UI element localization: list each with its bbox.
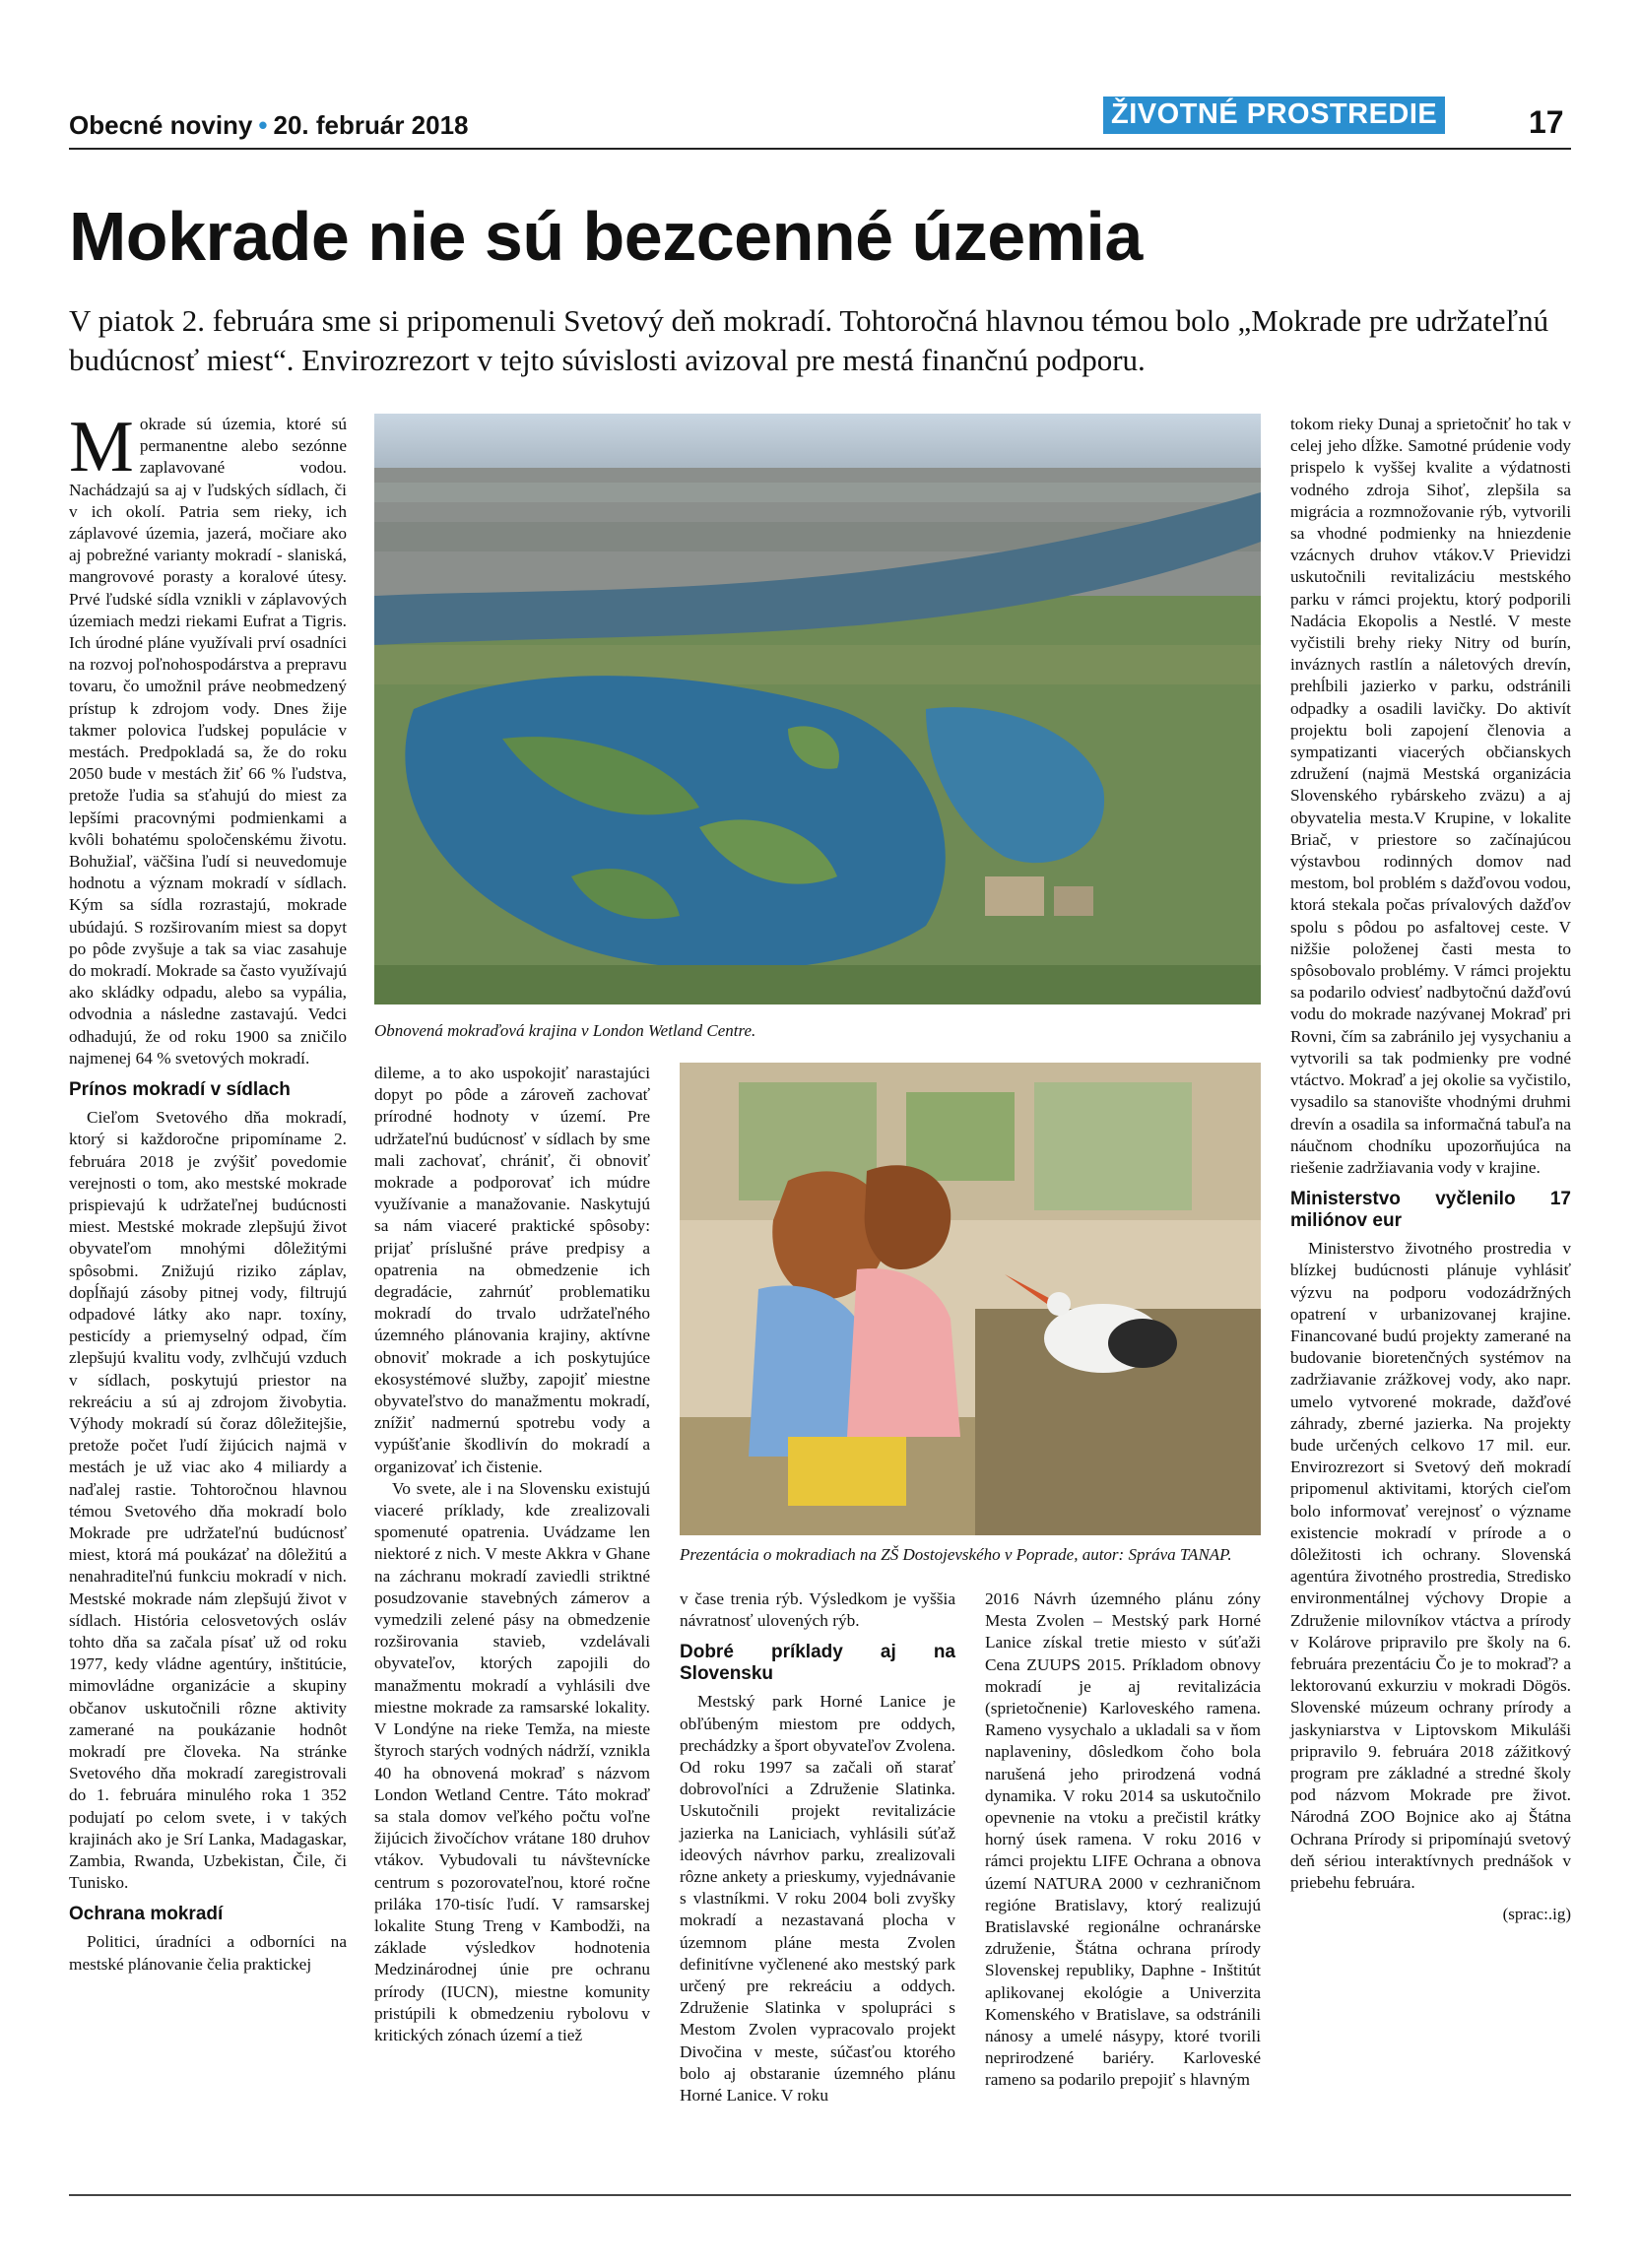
article-title: Mokrade nie sú bezcenné územia	[69, 198, 1143, 275]
footer-divider	[69, 2194, 1571, 2196]
column-4	[985, 1588, 1261, 2092]
publication-name: Obecné noviny	[69, 110, 253, 140]
photo-school-presentation	[680, 1063, 1261, 1535]
article-lead: V piatok 2. februára sme si pripomenuli Svetový deň mokradí. Tohtoročná hlavnou témou bolo „Mokrade pre udržateľnú budúcnosť miest“. Envirozrezort v tejto súvislosti avizoval pre mestá finančnú podporu.	[69, 303, 1549, 377]
separator-dot-icon: •	[258, 110, 268, 140]
paragraph-benefits: Cieľom Svetového dňa mokradí, ktorý si každoročne pripomíname 2. februára 2018 je zvýšiť povedomie verejnosti o tom, ako mestské mokrade prispievajú k udržateľnej budúcnosti miest. Mestské mokrade zlepšujú život obyvateľom mnohými dôležitými spôsobmi. Znižujú riziko záplav, dopĺňajú zásoby pitnej vody, filtrujú odpadové látky ako napr. toxíny, pesticídy a priemyselný odpad, čím zlepšujú kvalitu vody, zvlhčujú vzduch v sídlach, poskytujú priestor na rekreáciu a sú aj zdrojom živobytia. Výhody mokradí sú čoraz dôležitejšie, pretože počet ľudí žijúcich najmä v mestách je už viac ako 4 miliardy a naďalej rastie. Tohtoročnou hlavnou témou Svetového dňa mokradí bolo Mokrade pre udržateľnú budúcnosť miest, ktorá má poukázať na dôležitú a nenahraditeľnú funkciu mokradí v nich. Mestské mokrade nám zlepšujú život v sídlach. História celosvetových osláv tohto dňa sa začala písať už od roku 1977, kedy vládne agentúry, inštitúcie, mimovládne organizácie a skupiny občanov uskutočnili rôzne aktivity zamerané na poukázanie hodnôt mokradí pre človeka. Na stránke Svetového dňa mokradí zaregistrovali do 1. februára minulého roka 1 352 podujatí po celom svete, i v takých krajinách ako je Srí Lanka, Madagaskar, Zambia, Rwanda, Uzbekistan, Čile, či Tunisko.	[69, 1108, 347, 1893]
aerial-wetland-image	[374, 414, 1261, 1004]
intro-text: okrade sú územia, ktoré sú permanentne alebo sezónne zaplavované vodou. Nachádzajú sa aj v ľudských sídlach, či v ich okolí. Patria sem rieky, ich záplavové územia, jazerá, močiare ako aj pobrežné varianty mokradí - slaniská, mangrovové porasty a koralové útesy. Prvé ľudské sídla vznikli v záplavových územiach medzi riekami Eufrat a Tigris. Ich úrodné pláne využívali prví osadníci na rozvoj poľnohospodárstva a prepravu tovaru, čo umožnil práve neobmedzený prístup k zdrojom vody. Dnes žije takmer polovica ľudskej populácie v mestách. Predpokladá sa, že do roku 2050 bude v mestách žiť 66 % ľudstva, pretože ľudia sa sťahujú do miest za lepšími pracovnými podmienkami a kvôli bohatému spoločenskému životu. Bohužiaľ, väčšina ľudí si neuvedomuje hodnotu a význam mokradí v sídlach. Kým sa sídla rozrastajú, mokrade ubúdajú. S rozširovaním miest sa dopyt po pôde zvyšuje a tak sa viac zasahuje do mokradí. Mokrade sa často využívajú ako skládky odpadu, alebo sa vypália, odvodnia a následne zastavajú. Vedci odhadujú, že od roku 1900 sa zničilo najmenej 64 % svetových mokradí.	[69, 415, 347, 1068]
photo2-caption: Prezentácia o mokradiach na ZŠ Dostojevského v Poprade, autor: Správa TANAP.	[680, 1545, 1232, 1564]
column-3	[680, 1588, 955, 2106]
column-5	[1290, 414, 1571, 1925]
section-tag: ŽIVOTNÉ PROSTREDIE	[1103, 97, 1445, 134]
paragraph-world-examples: Vo svete, ale i na Slovensku existujú viaceré príklady, kde zrealizovali spomenuté opatrenia. Uvádzame len niektoré z nich. V meste Akkra v Ghane na záchranu mokradí zaviedli striktné posudzovanie stavebných zámerov a vymedzili zelené pásy na obmedzenie rozširovania stavieb, vzdelávali obyvateľov, ktorých zapojili do manažmentu mokradí a vyhlásili dve miestne mokrade za ramsarské lokality. V Londýne na rieke Temža, na mieste štyroch starých vodných nádrží, vznikla 40 ha obnovená mokraď s názvom London Wetland Centre. Táto mokraď sa stala domov veľkého počtu voľne žijúcich živočíchov vrátane 180 druhov vtákov. Vybudovali tu návštevnícke centrum s pozorovateľnou, ktoré ročne priláka 170-tisíc ľudí. V ramsarskej lokalite Stung Treng v Kambodži, na základe výsledkov hodnotenia Medzinárodnej únie pre ochranu prírody (IUCN), miestne komunity pristúpili k obmedzeniu rybolovu v kritických zónach území a tiež	[374, 1478, 650, 2044]
paragraph-protection: Politici, úradníci a odborníci na mestské plánovanie čelia praktickej	[69, 1932, 347, 1974]
subhead-ministry: Ministerstvo vyčlenilo 17 miliónov eur	[1290, 1189, 1571, 1232]
paragraph-fish: v čase trenia rýb. Výsledkom je vyššia návratnosť ulovených rýb.	[680, 1589, 955, 1631]
paragraph-ministry: Ministerstvo životného prostredia v blízkej budúcnosti plánuje vyhlásiť výzvu na podporu vodozádržných opatrení v urbanizovanej krajine. Financované budú projekty zamerané na budovanie bioretenčných systémov na zadržiavanie zrážkovej vody, ako napr. umelo vytvorené mokrade, dažďové záhrady, zberné jazierka. Na projekty bude určených celkovo 17 mil. eur. Envirozrezort si Svetový deň mokradí pripomenul aktivitami, ktorých cieľom bolo informovať verejnosť o význame existencie mokradí v prírode a o dôležitosti ich ochrany. Slovenská agentúra životného prostredia, Stredisko environmentálnej výchovy Dropie a Združenie milovníkov vtáctva a prírody v Kolárove pripravilo pre školy na 6. februára prezentáciu Čo je to mokraď? a lektorovanú exkurziu v mokradi Dögös. Slovenské múzeum ochrany prírody a jaskyniarstva v Liptovskom Mikuláši pripravilo 9. februára 2018 zážitkový program pre základné a stredné školy pod názvom Mokrade pre život. Národná ZOO Bojnice ako aj Štátna Ochrana Prírody si pripomínajú svetový deň sériou interaktívnych prednášok v priebehu februára.	[1290, 1239, 1571, 1892]
masthead	[69, 110, 469, 141]
column-1	[69, 407, 347, 1976]
subhead-slovakia: Dobré príklady aj na Slovensku	[680, 1642, 955, 1685]
column-2	[374, 1063, 650, 2046]
paragraph-danube: tokom rieky Dunaj a sprietočniť ho tak v celej jeho dĺžke. Samotné prúdenie vody prispelo k vyššej kvalite a výdatnosti vodného zdroja Sihoť, zlepšila sa migrácia a rozmnožovanie rýb, vytvorili sa vhodné podmienky na hniezdenie vzácnych druhov vtákov.V Prievidzi uskutočnili revitalizáciu mestského parku v rámci projektu, ktorý podporili Nadácia Ekopolis a Nestlé. V meste vyčistili brehy rieky Nitry od burín, inváznych rastlín a náletových drevín, prehĺbili jazierko v parku, odstránili odpadky a osadili lavičky. Do aktivít projektu boli zapojení členovia a sympatizanti viacerých občianskych združení (najmä Mestská organizácia Slovenského rybárskeho zväzu) a aj obyvatelia mesta.V Krupine, v lokalite Briač, v priestore so začínajúcou výstavbou rodinných domov nad mestom, bol problém s dažďovou vodou, ktorá stekala počas prívalových dažďov spolu s pôdou po asfaltovej ceste. V nižšie položenej časti mesta to spôsobovalo problémy. V rámci projektu sa podarilo odviesť nadbytočnú dažďovú vodu do mokrade nazývanej Mokraď pri Rovni, čím sa zabránilo jej vysychaniu a vytvorili sa tak podmienky pre vodné vtáctvo. Mokraď a jej okolie sa vyčistilo, vysadilo sa stanovište vhodnými druhmi drevín a osadila sa informačná tabuľa na náučnom chodníku upozorňujúca na riešenie zadržiavania vody v krajine.	[1290, 415, 1571, 1177]
paragraph-karlova: 2016 Návrh územného plánu zóny Mesta Zvolen – Mestský park Horné Lanice získal tretie miesto v súťaži Cena ZUUPS 2015. Príkladom obnovy mokradí je aj revitalizácia (sprietočnenie) Karloveského ramena. Rameno vysychalo a ukladali sa v ňom naplaveniny, dôsledkom čoho bola narušená jeho prirodzená vodná dynamika. V roku 2014 sa uskutočnilo opevnenie na vtoku a prečistil krátky horný úsek ramena. V roku 2016 v rámci projektu LIFE Ochrana a obnova území NATURA 2000 v cezhraničnom regióne Bratislavy, ktorý realizujú Bratislavské regionálne ochranárske združenie, Štátna ochrana prírody Slovenskej republiky, Daphne - Inštitút aplikovanej ekológie a Univerzita Komenského v Bratislave, sa odstránili nánosy a umelé násypy, ktoré tvorili neprirodzené bariéry. Karloveské rameno sa podarilo prepojiť s hlavným	[985, 1589, 1261, 2090]
photo1-caption: Obnovená mokraďová krajina v London Wetland Centre.	[374, 1021, 756, 1040]
header-divider	[69, 148, 1571, 150]
paragraph-zvolen: Mestský park Horné Lanice je obľúbeným miestom pre oddych, prechádzky a šport obyvateľov Zvolena. Od roku 1997 sa začali oň starať dobrovoľníci a Združenie Slatinka. Uskutočnili projekt revitalizácie jazierka na Laniciach, vyhlásili súťaž ideových návrhov parku, zrealizovali rôzne ankety a prieskumy, vyjednávanie s vlastníkmi. V roku 2004 boli zvyšky mokradí a nezastavaná plocha v územnom pláne mesta Zvolen definitívne vyčlenené ako mestský park určený pre rekreáciu a oddych. Združenie Slatinka v spolupráci s Mestom Zvolen vypracovalo projekt Divočina v meste, súčasťou ktorého bolo aj obstaranie územného plánu Horné Lanice. V roku	[680, 1692, 955, 2106]
subhead-protection: Ochrana mokradí	[69, 1904, 224, 1925]
author-signature: (sprac:.ig)	[1502, 1905, 1571, 1924]
subhead-benefits: Prínos mokradí v sídlach	[69, 1079, 291, 1101]
school-exhibit-image	[680, 1063, 1261, 1535]
page-number: 17	[1529, 104, 1564, 140]
drop-cap: M	[69, 407, 134, 487]
photo-london-wetland	[374, 414, 1261, 1004]
paragraph-dilemma: dileme, a to ako uspokojiť narastajúci dopyt po pôde a zároveň zachovať prírodné hodnoty v území. Pre udržateľnú budúcnosť v sídlach by sme mali zachovať, chrániť, či obnoviť mokrade a podporovať ich múdre využívanie a manažovanie. Naskytujú sa nám viaceré praktické spôsoby: prijať príslušné práve predpisy a opatrenia na obmedzenie ich degradácie, zahrnúť problematiku mokradí do trvalo udržateľného územného plánovania krajiny, aktívne obnoviť mokrade a ich poskytujúce ekosystémové služby, zapojiť miestne obyvateľstvo do manažmentu mokradí, znížiť nadmernú spotrebu vody a vypúšťanie škodlivín do mokradí a organizovať ich čistenie.	[374, 1064, 650, 1476]
issue-date: 20. február 2018	[273, 110, 469, 140]
intro-paragraph	[69, 407, 347, 1069]
